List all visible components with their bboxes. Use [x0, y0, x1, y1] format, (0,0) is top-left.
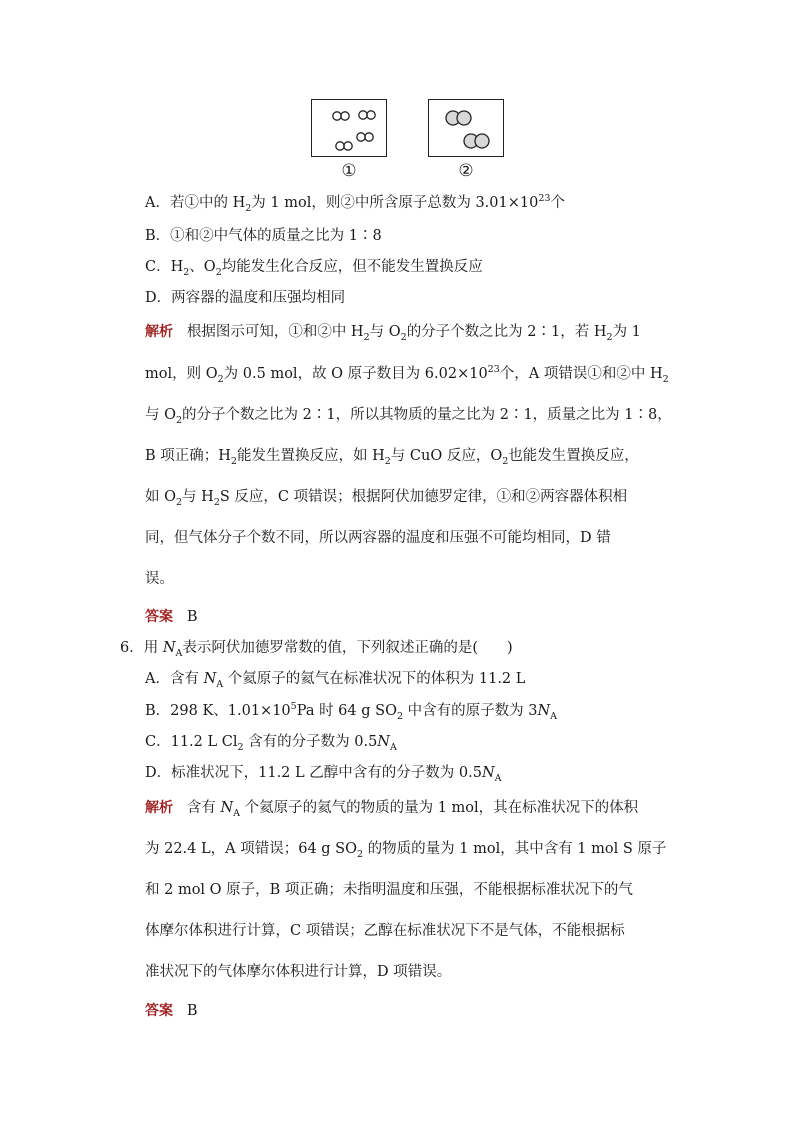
q5-option-c: C．$H_2$、$O_2$均能发生化合反应，但不能发生置换反应 [145, 259, 483, 278]
q6-stem: 6．用 $N_A$表示阿伏加德罗常数的值，下列叙述正确的是( ) [120, 640, 513, 659]
q5-analysis-line-4: B 项正确；$H_2$能发生置换反应，如 $H_2$与 CuO 反应，$O_2$也能发生置换反应， [145, 448, 639, 467]
q5-option-b: B．①和②中气体的质量之比为 1∶8 [145, 228, 382, 244]
container-1-figure [311, 99, 387, 157]
q6-analysis-line-1: 解析 含有 $N_A$ 个氦原子的氦气的物质的量为 1 mol，其在标准状况下的体积 [145, 800, 639, 819]
answer-value: B [186, 1003, 198, 1019]
q5-analysis-line-7: 误。 [145, 571, 174, 587]
q5-option-d: D．两容器的温度和压强均相同 [145, 290, 346, 306]
q5-answer [145, 607, 197, 627]
q6-option-b: B．298 K、$1.01\times 10^5Pa$ 时 64 g $SO_2$ 中含有的原子数为 $3N_A$ [145, 701, 558, 722]
q6-analysis-line-5: 准状况下的气体摩尔体积进行计算，D 项错误。 [145, 964, 452, 980]
q5-analysis-line-2: mol，则 $O_2$为 0.5 mol，故 O 原子数目为 $6.02\times 10^{23}$个，A 项错误①和②中 $H_2$ [145, 364, 669, 385]
answer-label: 答案 [145, 609, 173, 625]
container-2-figure [428, 99, 504, 157]
q6-option-d: D．标准状况下，11.2 L 乙醇中含有的分子数为 $0.5N_A$ [145, 765, 502, 784]
figure-label-1: ① [341, 161, 357, 181]
q5-analysis-line-1: 解析 根据图示可知，①和②中 $H_2$与 $O_2$的分子个数之比为 2∶1，若 $H_2$为 1 [145, 324, 641, 343]
q5-analysis-line-3: 与 $O_2$的分子个数之比为 2∶1，所以其物质的量之比为 2∶1，质量之比为 1∶8， [145, 407, 672, 426]
q6-analysis-line-3: 和 2 mol O 原子，B 项正确；未指明温度和压强，不能根据标准状况下的气 [145, 882, 633, 898]
figure-label-2: ② [458, 161, 474, 181]
o2-molecules-diagram [429, 100, 505, 158]
answer-label: 答案 [145, 1003, 173, 1019]
q5-analysis-line-6: 同，但气体分子个数不同，所以两容器的温度和压强不可能均相同，D 错 [145, 530, 611, 546]
q6-analysis-line-4: 体摩尔体积进行计算，C 项错误；乙醇在标准状况下不是气体，不能根据标 [145, 923, 625, 939]
q6-answer [145, 1001, 197, 1021]
q5-option-a: A．若①中的 $H_2$为 1 mol，则②中所含原子总数为 $3.01\times 10^{23}$个 [145, 193, 565, 214]
h2-molecules-diagram [312, 100, 388, 158]
q6-option-a: A．含有 $N_A$ 个氦原子的氦气在标准状况下的体积为 11.2 L [145, 671, 526, 690]
analysis-label: 解析 [145, 324, 173, 340]
q6-option-c: C．11.2 L $Cl_2$ 含有的分子数为 $0.5N_A$ [145, 734, 397, 753]
analysis-label: 解析 [145, 800, 173, 816]
q6-analysis-line-2: 为 22.4 L，A 项错误；64 g $SO_2$ 的物质的量为 1 mol，其中含有 1 mol S 原子 [145, 841, 667, 860]
answer-value: B [186, 609, 198, 625]
q5-analysis-line-5: 如 $O_2$与 $H_2S$ 反应，C 项错误；根据阿伏加德罗定律，①和②两容器体积相 [145, 489, 628, 508]
